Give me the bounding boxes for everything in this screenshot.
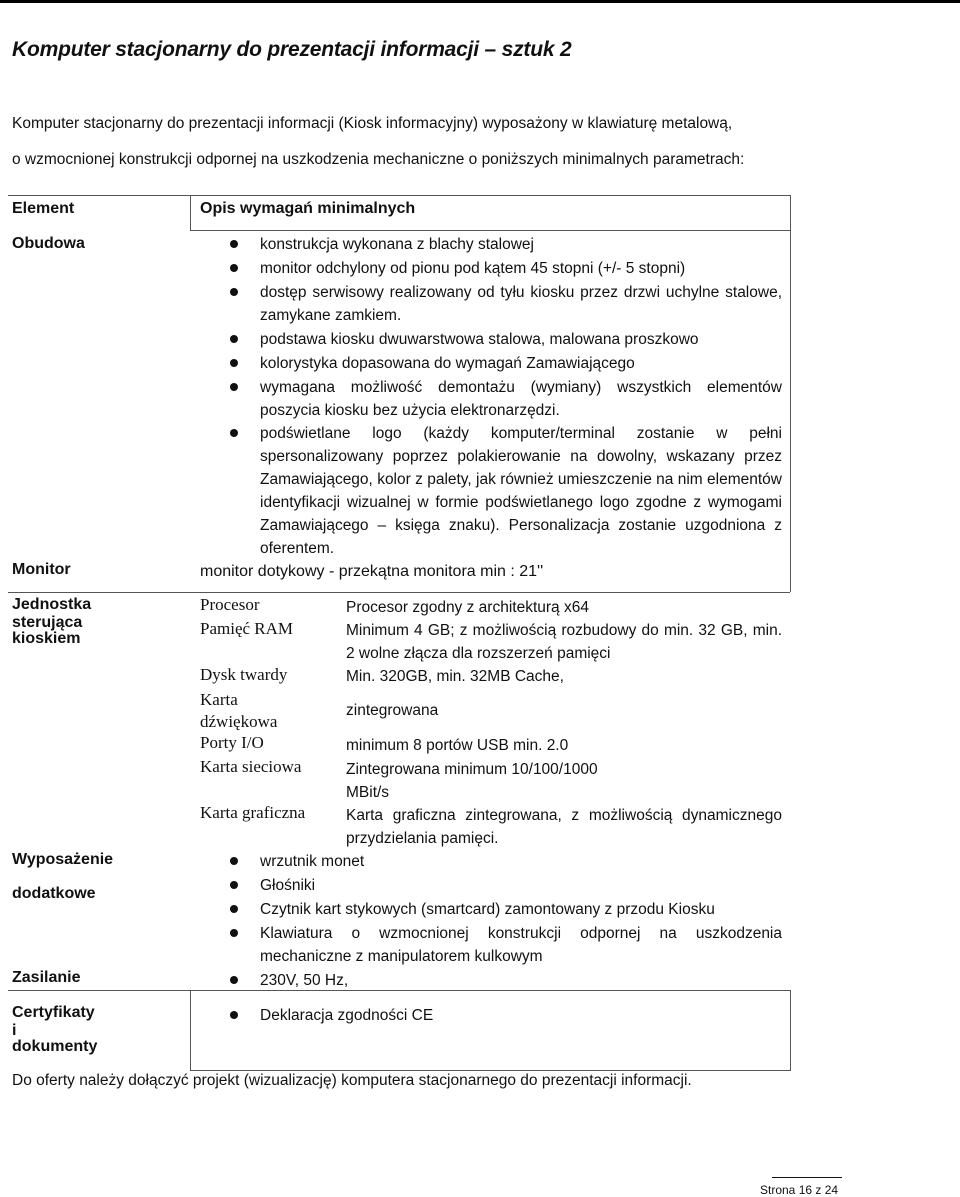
row-label-obudowa: Obudowa [12, 235, 85, 252]
wyposazenie-item: Czytnik kart stykowych (smartcard) zamontowany z przodu Kiosku [260, 901, 715, 918]
table-right-border-top [790, 195, 791, 592]
row-label-jednostka-text: Jednostka sterująca [12, 596, 92, 631]
bullet-icon [230, 383, 238, 391]
row-label-monitor: Monitor [12, 561, 71, 578]
row-label-jednostka-line2: kioskiem [12, 630, 81, 647]
bullet-icon [230, 1011, 238, 1019]
spec-value-karta-dzwiekowa: zintegrowana [346, 702, 439, 719]
wyposazenie-item: Klawiatura o wzmocnionej konstrukcji odpornej na uszkodzenia mechaniczne z manipulatorem kulkowym [260, 925, 782, 965]
spec-value-porty: minimum 8 portów USB min. 2.0 [346, 737, 569, 754]
page-title: Komputer stacjonarny do prezentacji informacji – sztuk 2 [12, 38, 572, 61]
zasilanie-value: 230V, 50 Hz, [260, 972, 349, 989]
page-number: Strona 16 z 24 [760, 1183, 839, 1197]
row-label-zasilanie: Zasilanie [12, 969, 81, 986]
bullet-icon [230, 857, 238, 865]
spec-name-porty: Porty I/O [200, 733, 264, 752]
wyposazenie-item: Głośniki [260, 877, 316, 894]
bullet-icon [230, 976, 238, 984]
spec-value-karta-graficzna: Karta graficzna zintegrowana, z możliwością dynamicznego przydzielania pamięci. [346, 807, 782, 847]
spec-name-ram: Pamięć RAM [200, 619, 294, 638]
top-rule [0, 0, 960, 3]
row-label-wyposazenie-line2: dodatkowe [12, 885, 96, 902]
closing-note: Do oferty należy dołączyć projekt (wizualizację) komputera stacjonarnego do prezentacji informacji. [12, 1072, 692, 1089]
table-cert-divider-right [790, 990, 791, 1071]
row-label-wyposazenie: Wyposażenie [12, 851, 114, 868]
table-bottom-border [190, 1070, 790, 1071]
row-label-jednostka [12, 596, 182, 632]
spec-name-procesor: Procesor [200, 595, 260, 614]
row-label-certyfikaty-line2: dokumenty [12, 1038, 98, 1055]
monitor-value: monitor dotykowy - przekątna monitora min : 21'' [200, 563, 544, 580]
bullet-icon [230, 881, 238, 889]
spec-name-karta-sieciowa: Karta sieciowa [200, 757, 302, 776]
obudowa-item: monitor odchylony od pionu pod kątem 45 stopni (+/- 5 stopni) [260, 260, 686, 277]
footer-rule [772, 1177, 842, 1178]
intro-line-2: o wzmocnionej konstrukcji odpornej na uszkodzenia mechaniczne o poniższych minimalnych parametrach: [12, 151, 745, 168]
row-label-certyfikaty: Certyfikaty i [12, 1004, 95, 1039]
table-monitor-border [8, 592, 790, 593]
bullet-icon [230, 240, 238, 248]
table-header-border [190, 230, 790, 231]
spec-value-dysk: Min. 320GB, min. 32MB Cache, [346, 668, 564, 685]
table-header-divider [190, 195, 191, 231]
obudowa-item: wymagana możliwość demontażu (wymiany) wszystkich elementów poszycia kiosku bez użycia elektronarzędzi. [260, 379, 782, 419]
bullet-icon [230, 335, 238, 343]
intro-line-1: Komputer stacjonarny do prezentacji informacji (Kiosk informacyjny) wyposażony w klawiaturę metalową, [12, 115, 733, 132]
column-header-opis: Opis wymagań minimalnych [200, 200, 416, 217]
obudowa-item: podstawa kiosku dwuwarstwowa stalowa, malowana proszkowo [260, 331, 699, 348]
intro-paragraph [12, 106, 784, 178]
obudowa-item: konstrukcja wykonana z blachy stalowej [260, 236, 534, 253]
spec-name-karta-graficzna: Karta graficzna [200, 803, 306, 822]
table-top-border [8, 195, 790, 196]
certyfikaty-value: Deklaracja zgodności CE [260, 1007, 434, 1024]
bullet-icon [230, 264, 238, 272]
spec-name-dysk: Dysk twardy [200, 665, 288, 684]
column-header-element: Element [12, 200, 75, 217]
bullet-icon [230, 429, 238, 437]
table-cert-divider-left [190, 990, 191, 1071]
spec-name-karta-dzwiekowa: Karta dźwiękowa [200, 690, 278, 731]
spec-value-karta-sieciowa: Zintegrowana minimum 10/100/1000 MBit/s [346, 761, 598, 801]
spec-value-ram: Minimum 4 GB; z możliwością rozbudowy do min. 32 GB, min. 2 wolne złącza dla rozszerzeń pamięci [346, 622, 782, 662]
bullet-icon [230, 288, 238, 296]
spec-value-procesor: Procesor zgodny z architekturą x64 [346, 599, 589, 616]
bullet-icon [230, 929, 238, 937]
obudowa-item: dostęp serwisowy realizowany od tyłu kiosku przez drzwi uchylne stalowe, zamykane zamkiem. [260, 284, 782, 324]
bullet-icon [230, 359, 238, 367]
bullet-icon [230, 905, 238, 913]
obudowa-item: podświetlane logo (każdy komputer/terminal zostanie w pełni spersonalizowany poprzez polakierowanie na dowolny, wskazany przez Zamawiającego, kolor z palety, jak również umieszczenie na nim elementów identyfikacji wizualnej w formie podświetlanego logo zgodne z wymogami Zamawiającego – księga znaku). Personalizacja zostanie uzgodniona z oferentem. [260, 425, 782, 557]
wyposazenie-item: wrzutnik monet [260, 853, 365, 870]
obudowa-item: kolorystyka dopasowana do wymagań Zamawiającego [260, 355, 635, 372]
